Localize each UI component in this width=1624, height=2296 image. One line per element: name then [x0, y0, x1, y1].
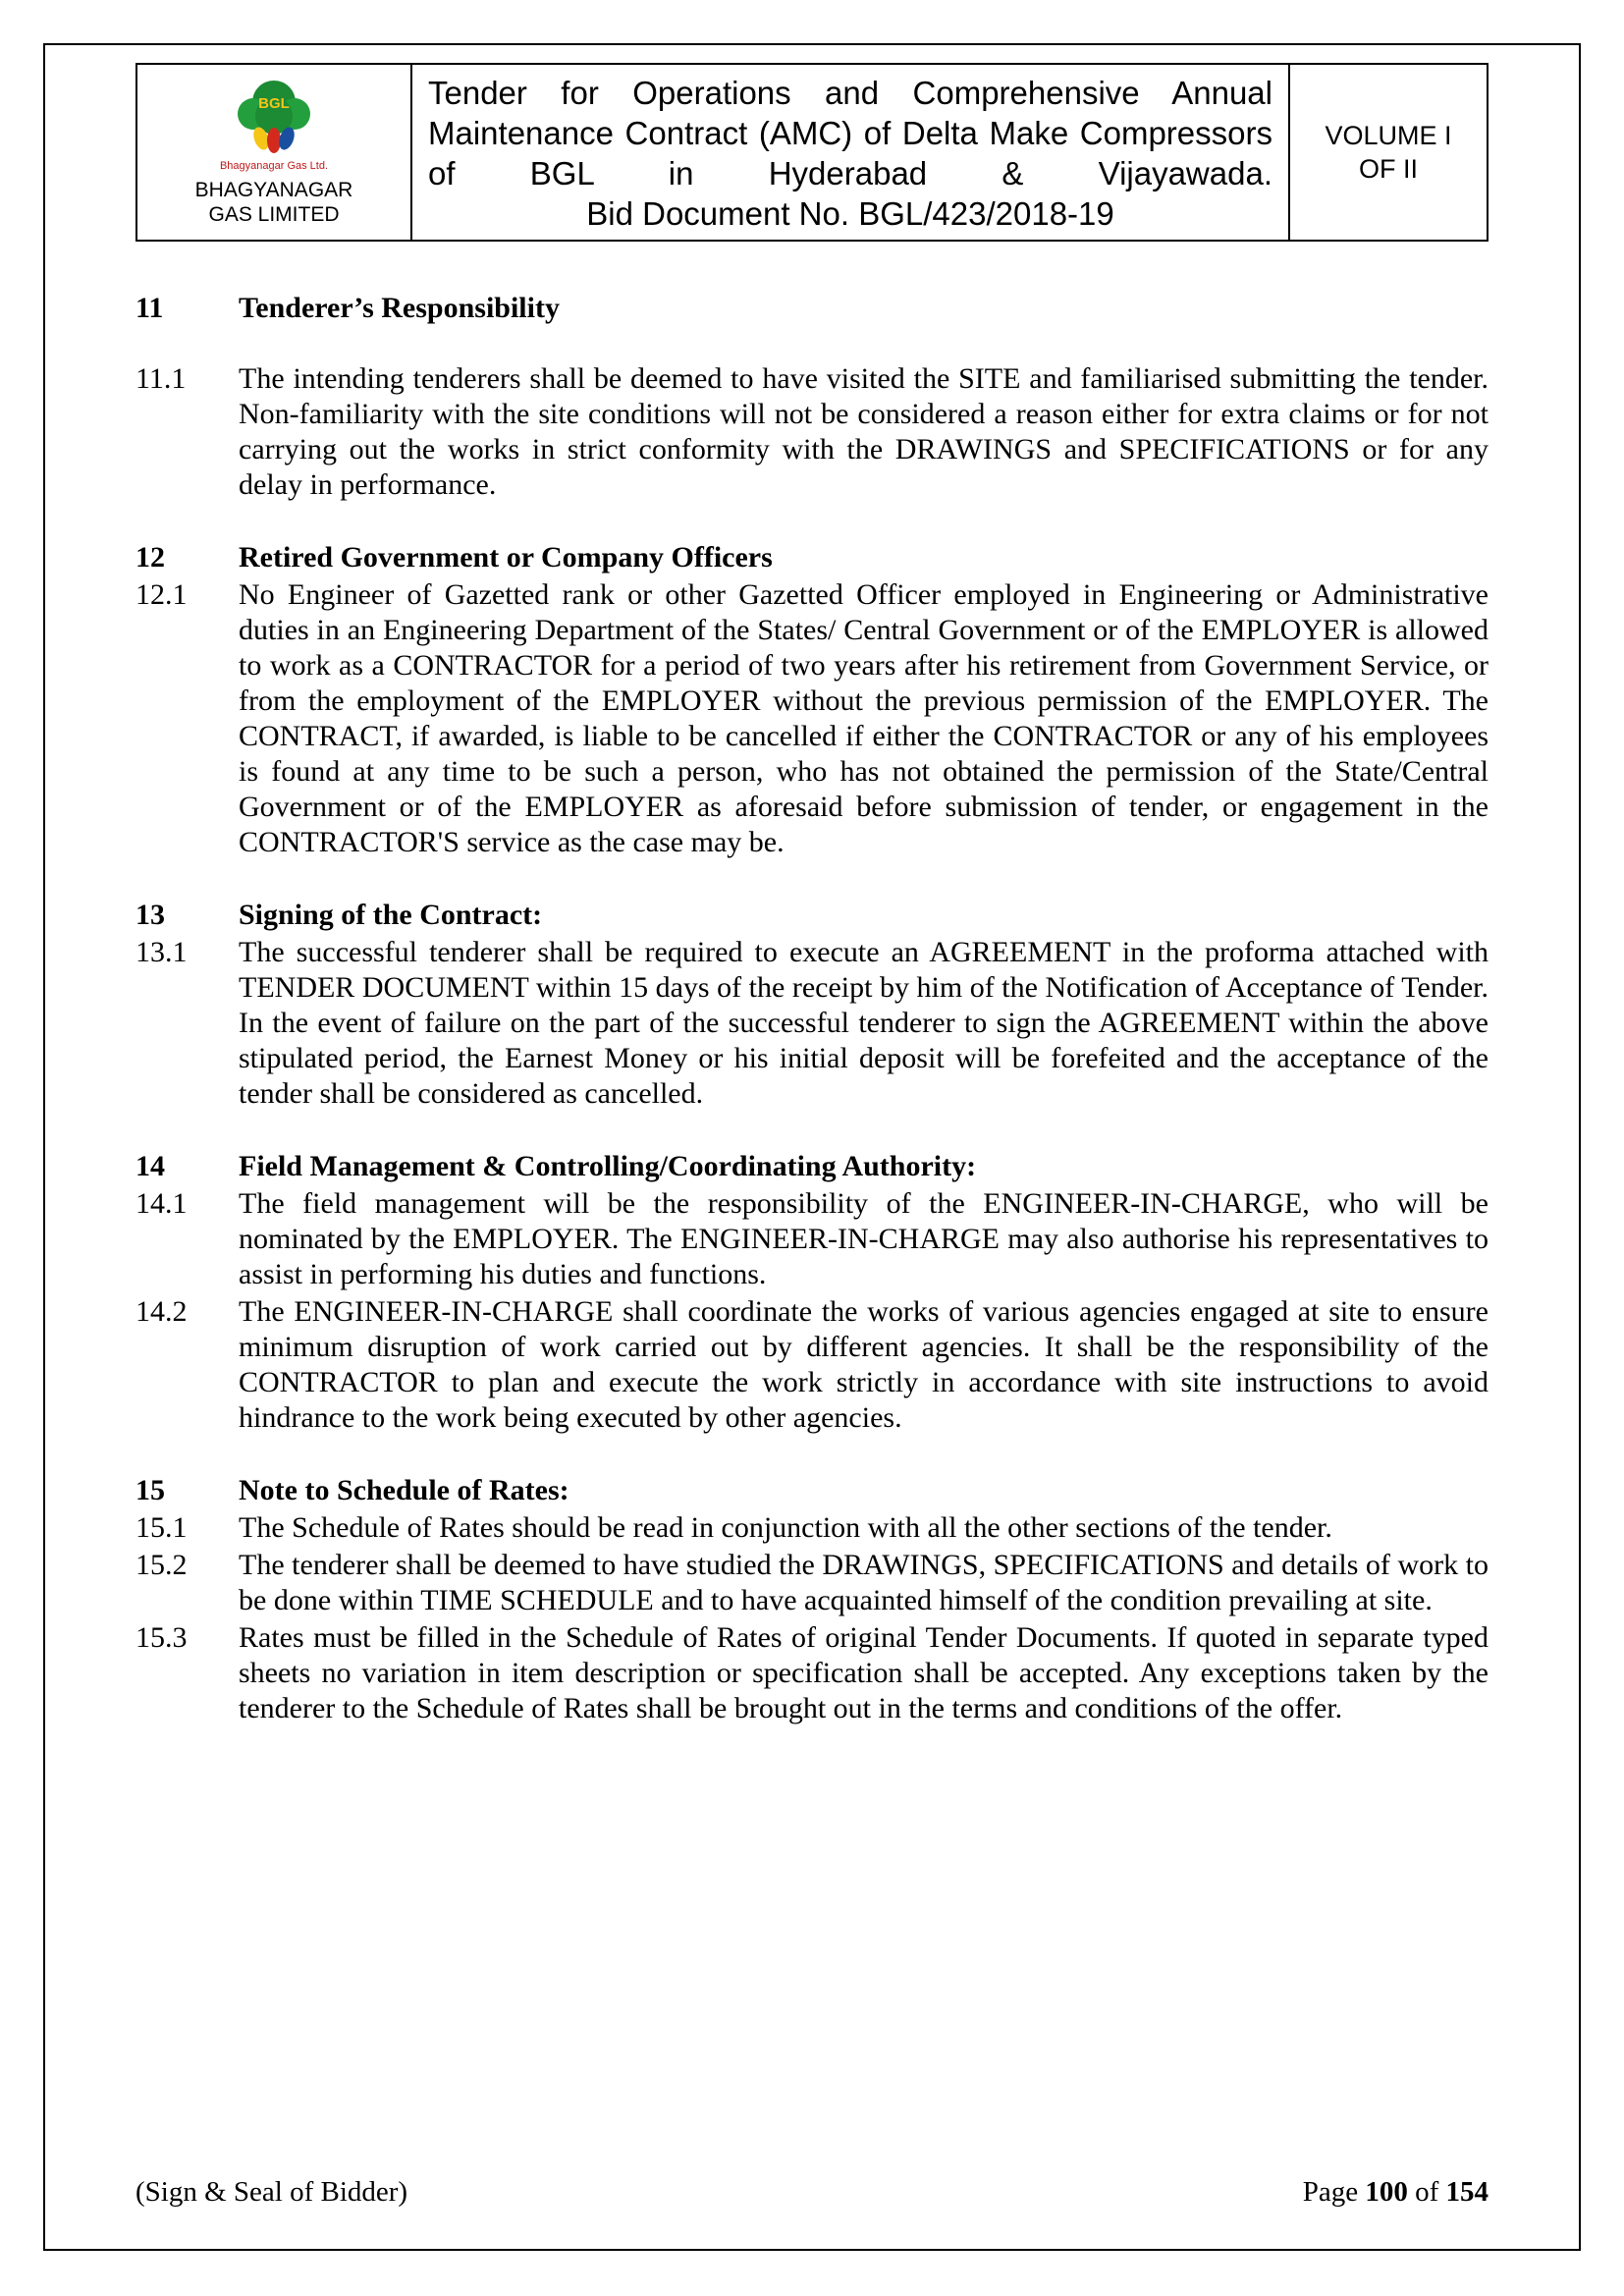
org-name: BHAGYANAGAR GAS LIMITED [194, 179, 353, 226]
section-number: 13 [135, 899, 165, 931]
section-13 [135, 898, 1489, 1112]
clause-text: The Schedule of Rates should be read in conjunction with all the other sections of the tender. [239, 1511, 1332, 1544]
sign-seal-note: (Sign & Seal of Bidder) [135, 2176, 408, 2208]
document-title: Tender for Operations and Comprehensive Annual Maintenance Contract (AMC) of Delta Make Compressors of BGL in Hyderabad & Vijayawada. [428, 75, 1272, 191]
section-number: 15 [135, 1474, 165, 1506]
bgl-logo-icon [214, 78, 334, 176]
section-heading: Note to Schedule of Rates: [239, 1474, 569, 1506]
document-header [135, 63, 1489, 242]
clause-number: 15.1 [135, 1511, 188, 1544]
clause-text: The tenderer shall be deemed to have studied the DRAWINGS, SPECIFICATIONS and details of work to be done within TIME SCHEDULE and to have acquainted himself of the condition prevailing at site. [239, 1549, 1489, 1616]
section-11 [135, 291, 1489, 503]
section-heading: Tenderer’s Responsibility [239, 292, 560, 324]
volume-line1: VOLUME I [1325, 121, 1452, 150]
page-label: Page [1302, 2176, 1366, 2208]
page-total: 154 [1445, 2176, 1489, 2208]
section-number: 14 [135, 1150, 165, 1182]
clause-number: 15.2 [135, 1549, 188, 1581]
clause-15-2 [135, 1548, 1489, 1618]
logo-caption: Bhagyanagar Gas Ltd. [219, 160, 329, 172]
section-number: 12 [135, 541, 165, 574]
section-15 [135, 1473, 1489, 1726]
sections-container [135, 291, 1489, 1726]
section-heading: Field Management & Controlling/Coordinating Authority: [239, 1150, 977, 1182]
clause-15-1 [135, 1510, 1489, 1546]
logo-monogram: BGL [258, 95, 290, 112]
section-heading: Retired Government or Company Officers [239, 541, 773, 574]
clause-15-3 [135, 1620, 1489, 1726]
clause-14-1 [135, 1186, 1489, 1292]
of-label: of [1407, 2176, 1446, 2208]
clause-12-1 [135, 577, 1489, 860]
section-number: 11 [135, 292, 164, 324]
logo-cell [137, 65, 412, 240]
title-cell [412, 65, 1290, 240]
clause-number: 12.1 [135, 578, 188, 611]
volume-line2: OF II [1359, 154, 1418, 184]
page-content [135, 63, 1489, 1726]
clause-text: The ENGINEER-IN-CHARGE shall coordinate the works of various agencies engaged at site to ensure minimum disruption of work carried out by different agencies. It shall be the responsibility of the CONTRACTOR to plan and execute the work strictly in accordance with site instructions to avoid hindrance to the work being executed by other agencies. [239, 1295, 1489, 1434]
clause-text: Rates must be filled in the Schedule of Rates of original Tender Documents. If quoted in separate typed sheets no variation in item description or specification shall be accepted. Any exceptions taken by the tenderer to the Schedule of Rates shall be brought out in the terms and conditions of the offer. [239, 1621, 1489, 1724]
page-current: 100 [1365, 2176, 1408, 2208]
clause-text: No Engineer of Gazetted rank or other Gazetted Officer employed in Engineering or Administrative duties in an Engineering Department of the States/ Central Government or of the EMPLOYER is allowed to work as a CONTRACTOR for a period of two years after his retirement from Government Service, or from the employment of the EMPLOYER without the previous permission of the EMPLOYER. The CONTRACT, if awarded, is liable to be cancelled if either the CONTRACTOR or any of his employees is found at any time to be such a person, who has not obtained the permission of the State/Central Government or of the EMPLOYER as aforesaid before submission of tender, or engagement in the CONTRACTOR'S service as the case may be. [239, 578, 1489, 858]
volume-cell [1290, 65, 1487, 240]
clause-11-1 [135, 361, 1489, 503]
clause-13-1 [135, 935, 1489, 1112]
page-number-indicator [1303, 2174, 1489, 2210]
clause-number: 14.2 [135, 1295, 188, 1328]
clause-number: 11.1 [135, 362, 187, 395]
bid-document-number: Bid Document No. BGL/423/2018-19 [586, 195, 1114, 232]
section-14 [135, 1149, 1489, 1436]
section-12 [135, 540, 1489, 860]
clause-text: The intending tenderers shall be deemed to have visited the SITE and familiarised submitting the tender. Non-familiarity with the site conditions will not be considered a reason either for extra claims or for not carrying out the works in strict conformity with the DRAWINGS and SPECIFICATIONS or for any delay in performance. [239, 362, 1489, 501]
clause-number: 15.3 [135, 1621, 188, 1654]
clause-14-2 [135, 1294, 1489, 1436]
clause-text: The successful tenderer shall be required to execute an AGREEMENT in the proforma attached with TENDER DOCUMENT within 15 days of the receipt by him of the Notification of Acceptance of Tender. In the event of failure on the part of the successful tenderer to sign the AGREEMENT within the above stipulated period, the Earnest Money or his initial deposit will be forefeited and the acceptance of the tender shall be considered as cancelled. [239, 936, 1489, 1110]
page-footer [135, 2174, 1489, 2210]
clause-number: 13.1 [135, 936, 188, 968]
clause-text: The field management will be the responsibility of the ENGINEER-IN-CHARGE, who will be nominated by the EMPLOYER. The ENGINEER-IN-CHARGE may also authorise his representatives to assist in performing his duties and functions. [239, 1187, 1489, 1290]
clause-number: 14.1 [135, 1187, 188, 1220]
section-heading: Signing of the Contract: [239, 899, 543, 931]
